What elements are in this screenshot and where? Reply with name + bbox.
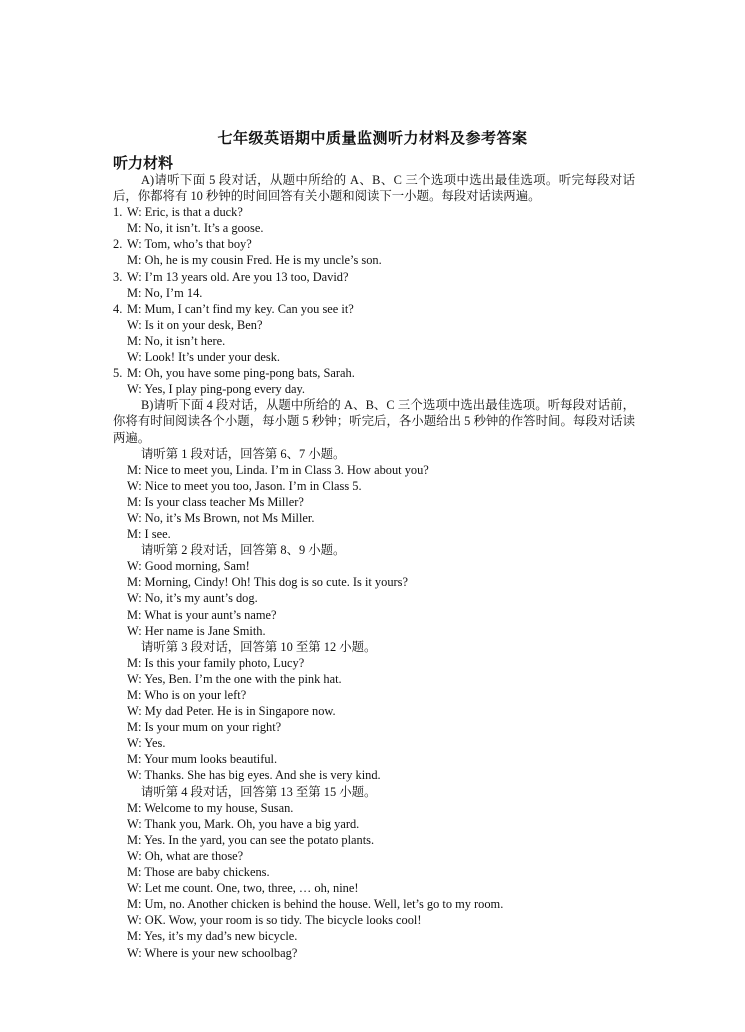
dialogue-line xyxy=(113,317,635,333)
conversation-heading: 请听第 2 段对话，回答第 8、9 小题。 xyxy=(141,543,346,558)
dialogue-line: W: OK. Wow, your room is so tidy. The bicycle looks cool! xyxy=(127,913,422,928)
dialogue-line xyxy=(113,381,635,397)
question-number: 3. xyxy=(113,269,123,284)
dialogue-line: W: My dad Peter. He is in Singapore now. xyxy=(127,704,336,719)
dialogue-line: M: Is your mum on your right? xyxy=(127,720,282,735)
part-b-instruction: B)请听下面 4 段对话，从题中所给的 A、B、C 三个选项中选出最佳选项。听每段对话前，你将有时间阅读各个小题，每小题 5 秒钟；听完后，各小题给出 5 秒钟的作答时间。每段对话读两遍。 xyxy=(113,398,635,445)
dialogue-text: W: Eric, is that a duck? xyxy=(127,205,243,220)
dialogue-line: M: Welcome to my house, Susan. xyxy=(127,800,294,815)
dialogue-line: W: Her name is Jane Smith. xyxy=(127,623,266,638)
dialogue-text: W: Is it on your desk, Ben? xyxy=(127,317,263,332)
dialogue-text: W: Tom, who’s that boy? xyxy=(127,237,252,252)
dialogue-line: W: No, it’s my aunt’s dog. xyxy=(127,591,258,606)
dialogue-text: W: I’m 13 years old. Are you 13 too, David? xyxy=(127,269,349,284)
dialogue-line: M: Is this your family photo, Lucy? xyxy=(127,655,305,670)
document-title: 七年级英语期中质量监测听力材料及参考答案 xyxy=(217,131,528,147)
dialogue-text: M: No, it isn’t here. xyxy=(127,333,226,348)
conversation-heading: 请听第 4 段对话，回答第 13 至第 15 小题。 xyxy=(141,784,377,799)
dialogue-line: W: Thanks. She has big eyes. And she is very kind. xyxy=(127,768,381,783)
question-number: 4. xyxy=(113,301,123,316)
dialogue-text: W: Yes, I play ping-pong every day. xyxy=(127,382,306,397)
dialogue-line: W: Let me count. One, two, three, … oh, nine! xyxy=(127,881,359,896)
dialogue-text: M: Mum, I can’t find my key. Can you see it? xyxy=(127,301,354,316)
dialogue-line: M: Nice to meet you, Linda. I’m in Class 3. How about you? xyxy=(127,462,429,477)
dialogue-line: W: Oh, what are those? xyxy=(127,848,244,863)
dialogue-line xyxy=(113,349,635,365)
dialogue-text: M: Oh, he is my cousin Fred. He is my uncle’s son. xyxy=(127,253,382,268)
dialogue-line: W: Nice to meet you too, Jason. I’m in Class 5. xyxy=(127,478,362,493)
dialogue-line: W: No, it’s Ms Brown, not Ms Miller. xyxy=(127,510,315,525)
part-a-instruction: A)请听下面 5 段对话，从题中所给的 A、B、C 三个选项中选出最佳选项。听完每段对话后，你都将有 10 秒钟的时间回答有关小题和阅读下一小题。每段对话读两遍。 xyxy=(113,173,635,204)
dialogue-line: W: Yes, Ben. I’m the one with the pink hat. xyxy=(127,671,342,686)
dialogue-line: M: Yes, it’s my dad’s new bicycle. xyxy=(127,929,298,944)
dialogue-text: M: No, it isn’t. It’s a goose. xyxy=(127,221,264,236)
dialogue-line: M: Your mum looks beautiful. xyxy=(127,752,278,767)
part-a-dialogues xyxy=(113,204,635,397)
dialogue-line xyxy=(113,204,635,220)
dialogue-line: W: Where is your new schoolbag? xyxy=(127,945,298,960)
dialogue-line xyxy=(113,365,635,381)
dialogue-line: M: Um, no. Another chicken is behind the house. Well, let’s go to my room. xyxy=(127,897,504,912)
dialogue-text: M: Oh, you have some ping-pong bats, Sarah. xyxy=(127,366,355,381)
dialogue-line xyxy=(113,301,635,317)
listening-material xyxy=(113,172,635,961)
question-number: 1. xyxy=(113,205,123,220)
conversation-heading: 请听第 1 段对话，回答第 6、7 小题。 xyxy=(141,446,346,461)
dialogue-line: M: Morning, Cindy! Oh! This dog is so cute. Is it yours? xyxy=(127,575,408,590)
dialogue-line: M: What is your aunt’s name? xyxy=(127,607,277,622)
section-heading: 听力材料 xyxy=(113,156,174,172)
dialogue-line: W: Good morning, Sam! xyxy=(127,559,250,574)
dialogue-line xyxy=(113,252,635,268)
dialogue-line: M: Those are baby chickens. xyxy=(127,865,270,880)
dialogue-line: W: Yes. xyxy=(127,736,166,751)
question-number: 5. xyxy=(113,366,123,381)
dialogue-line xyxy=(113,285,635,301)
part-b-dialogues xyxy=(113,446,635,961)
dialogue-line: M: I see. xyxy=(127,527,171,542)
dialogue-text: M: No, I’m 14. xyxy=(127,285,203,300)
dialogue-text: W: Look! It’s under your desk. xyxy=(127,350,281,365)
dialogue-line xyxy=(113,333,635,349)
dialogue-line: M: Yes. In the yard, you can see the potato plants. xyxy=(127,832,375,847)
dialogue-line: W: Thank you, Mark. Oh, you have a big yard. xyxy=(127,816,360,831)
dialogue-line: M: Is your class teacher Ms Miller? xyxy=(127,494,304,509)
question-number: 2. xyxy=(113,237,123,252)
dialogue-line xyxy=(113,269,635,285)
dialogue-line xyxy=(113,236,635,252)
dialogue-line xyxy=(113,220,635,236)
dialogue-line: M: Who is on your left? xyxy=(127,688,247,702)
conversation-heading: 请听第 3 段对话，回答第 10 至第 12 小题。 xyxy=(141,639,377,654)
